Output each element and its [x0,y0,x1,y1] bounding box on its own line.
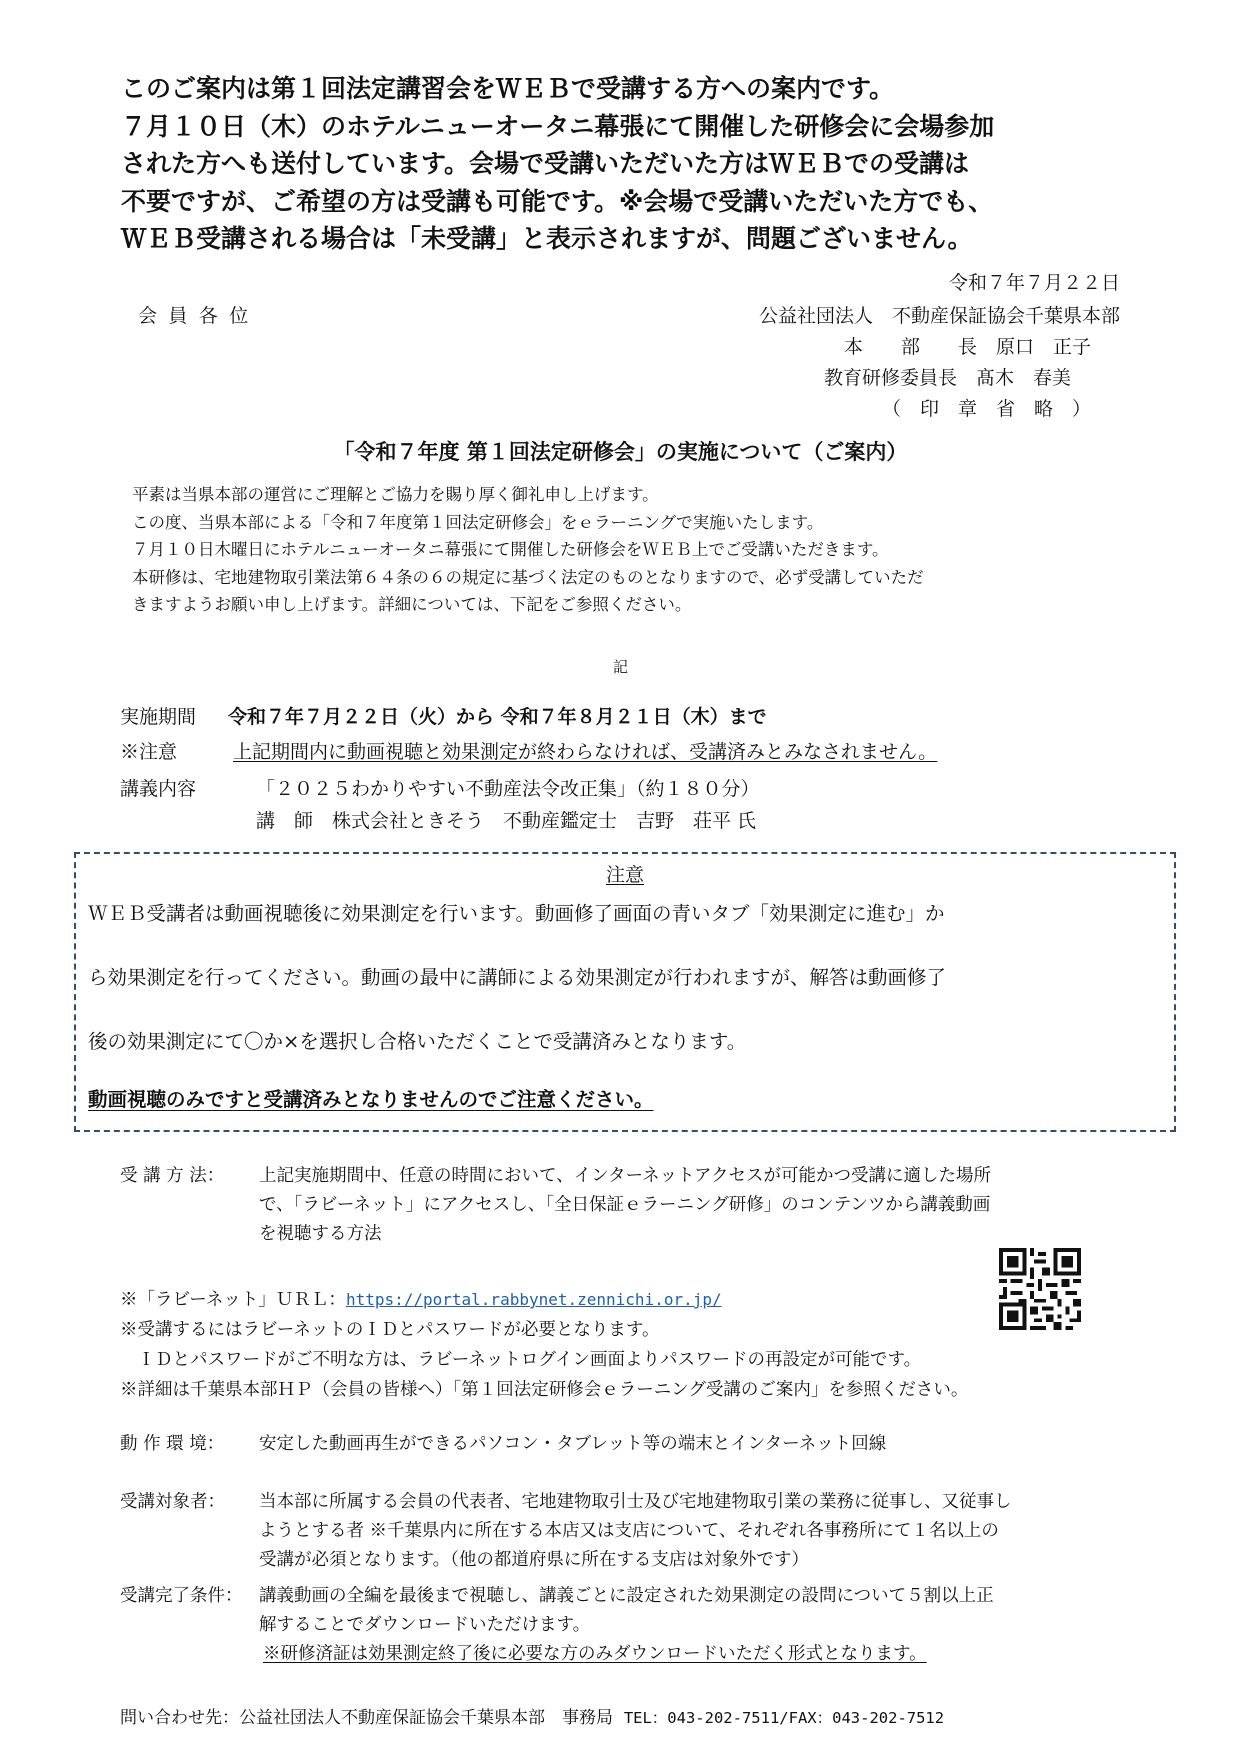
caution-box-line: ら効果測定を行ってください。動画の最中に講師による効果測定が行われますが、解答は動画修了 [88,966,947,989]
period-row [120,702,767,729]
web-notice [121,70,1131,258]
intro-line: きますようお願い申し上げます。詳細については、下記をご参照ください。 [132,595,692,614]
lecture-value: 「２０２５わかりやすい不動産法令改正集」（約１８０分） [256,778,760,800]
target-line: 受講が必須となります。（他の都道府県に所在する支店は対象外です） [259,1550,809,1570]
target-line: ようとする者 ※千葉県内に所在する本店又は支店について、それぞれ各事務所にて１名以上の [259,1521,999,1541]
notice-line: ７月１０日（木）のホテルニューオータニ幕張にて開催した研修会に会場参加 [121,111,995,141]
intro-paragraph [132,481,1132,619]
rabbynet-url-row [120,1286,722,1311]
notice-line: された方へも送付しています。会場で受講いただいた方はＷＥＢでの受講は [121,149,970,178]
rabbynet-note: ※詳細は千葉県本部ＨＰ（会員の皆様へ）「第１回法定研修会ｅラーニング受講のご案内」を参照ください。 [120,1380,969,1400]
lecturer: 講 師 株式会社ときそう 不動産鑑定士 吉野 荘平 氏 [256,810,757,832]
caution-box-line: ＷＥＢ受講者は動画視聴後に効果測定を行います。動画修了画面の青いタブ「効果測定に進む」か [88,902,945,925]
target-line: 当本部に所属する会員の代表者、宅地建物取引士及び宅地建物取引業の業務に従事し、又従事し [259,1492,1012,1512]
method-line: を視聴する方法 [259,1224,382,1244]
sender-org: 公益社団法人 不動産保証協会千葉県本部 [758,305,1120,327]
intro-line: 平素は当県本部の運営にご理解とご協力を賜り厚く御礼申し上げます。 [132,485,659,504]
contact-org: 公益社団法人不動産保証協会千葉県本部 事務局 [239,1708,613,1728]
intro-line: この度、当県本部による「令和７年度第１回法定研修会」をｅラーニングで実施いたします。 [132,512,824,532]
seal-omitted: （ 印 章 省 略 ） [881,398,1091,420]
url-label: ※「ラビーネット」ＵＲＬ： [120,1290,346,1310]
contact-label: 問い合わせ先： [120,1708,239,1728]
qr-code-icon [999,1248,1081,1330]
completion-label: 受講完了条件： [120,1586,243,1606]
rabbynet-url-link[interactable]: https://portal.rabbynet.zennichi.or.jp/ [345,1290,722,1309]
method-value [259,1162,1241,1249]
completion-line: 解することでダウンロードいただけます。 [259,1615,591,1635]
rabbynet-note: ＩＤとパスワードがご不明な方は、ラビーネットログイン画面よりパスワードの再設定が可能です。 [120,1350,922,1370]
environment-line: 安定した動画再生ができるパソコン・タブレット等の端末とインターネット回線 [259,1434,887,1454]
period-value: 令和７年７月２２日（火）から 令和７年８月２１日（木）まで [228,706,767,728]
rabbynet-note: ※受講するにはラビーネットのＩＤとパスワードが必要となります。 [120,1320,660,1340]
target-value [259,1488,1241,1575]
intro-line: ７月１０日木曜日にホテルニューオータニ幕張にて開催した研修会をＷＥＢ上でご受講いただきます。 [132,540,889,559]
target-label: 受講対象者： [120,1492,225,1512]
document-title: 「令和７年度 第１回法定研修会」の実施について（ご案内） [333,440,908,464]
sender-chief: 本 部 長 原口 正子 [843,336,1091,358]
contact-row [120,1703,944,1728]
addressee: 会員各位 [138,305,260,327]
caution-box-warning: 動画視聴のみですと受講済みとなりませんのでご注意ください。 [88,1088,654,1111]
caution-box [74,852,1176,1132]
caution-box-line: 後の効果測定にて〇か×を選択し合格いただくことで受講済みとなります。 [88,1030,747,1053]
caution-row [120,737,937,764]
issue-date: 令和７年７月２２日 [948,272,1120,294]
caution-value: 上記期間内に動画視聴と効果測定が終わらなければ、受講済みとみなされません。 [233,741,938,763]
lecture-label: 講義内容 [120,778,197,800]
method-line: で、「ラビーネット」にアクセスし、「全日保証ｅラーニング研修」のコンテンツから講義動画 [259,1195,991,1215]
sender-committee: 教育研修委員長 髙木 春美 [823,367,1071,389]
method-line: 上記実施期間中、任意の時間において、インターネットアクセスが可能かつ受講に適した場所 [259,1166,992,1186]
lecture-row [120,774,760,801]
caution-label: ※注意 [120,741,178,763]
notice-line: ＷＥＢ受講される場合は「未受講」と表示されますが、問題ございません。 [121,224,973,253]
ki-heading: 記 [612,658,628,676]
environment-value [259,1430,1241,1459]
completion-line: 講義動画の全編を最後まで視聴し、講義ごとに設定された効果測定の設問について５割以上正 [259,1586,994,1606]
caution-box-heading: 注意 [605,864,644,886]
notice-line: このご案内は第１回法定講習会をＷＥＢで受講する方への案内です。 [121,74,895,103]
notice-line: 不要ですが、ご希望の方は受講も可能です。※会場で受講いただいた方でも、 [121,186,994,216]
method-label: 受 講 方 法： [120,1166,225,1186]
period-label: 実施期間 [120,706,197,728]
completion-value [259,1582,1241,1669]
environment-label: 動 作 環 境： [120,1434,225,1454]
intro-line: 本研修は、宅地建物取引業法第６４条の６の規定に基づく法定のものとなりますので、必ず受講していただ [132,567,924,587]
contact-phone-fax: TEL：043-202-7511/FAX：043-202-7512 [623,1709,945,1727]
completion-note: ※研修済証は効果測定終了後に必要な方のみダウンロードいただく形式となります。 [263,1644,927,1664]
